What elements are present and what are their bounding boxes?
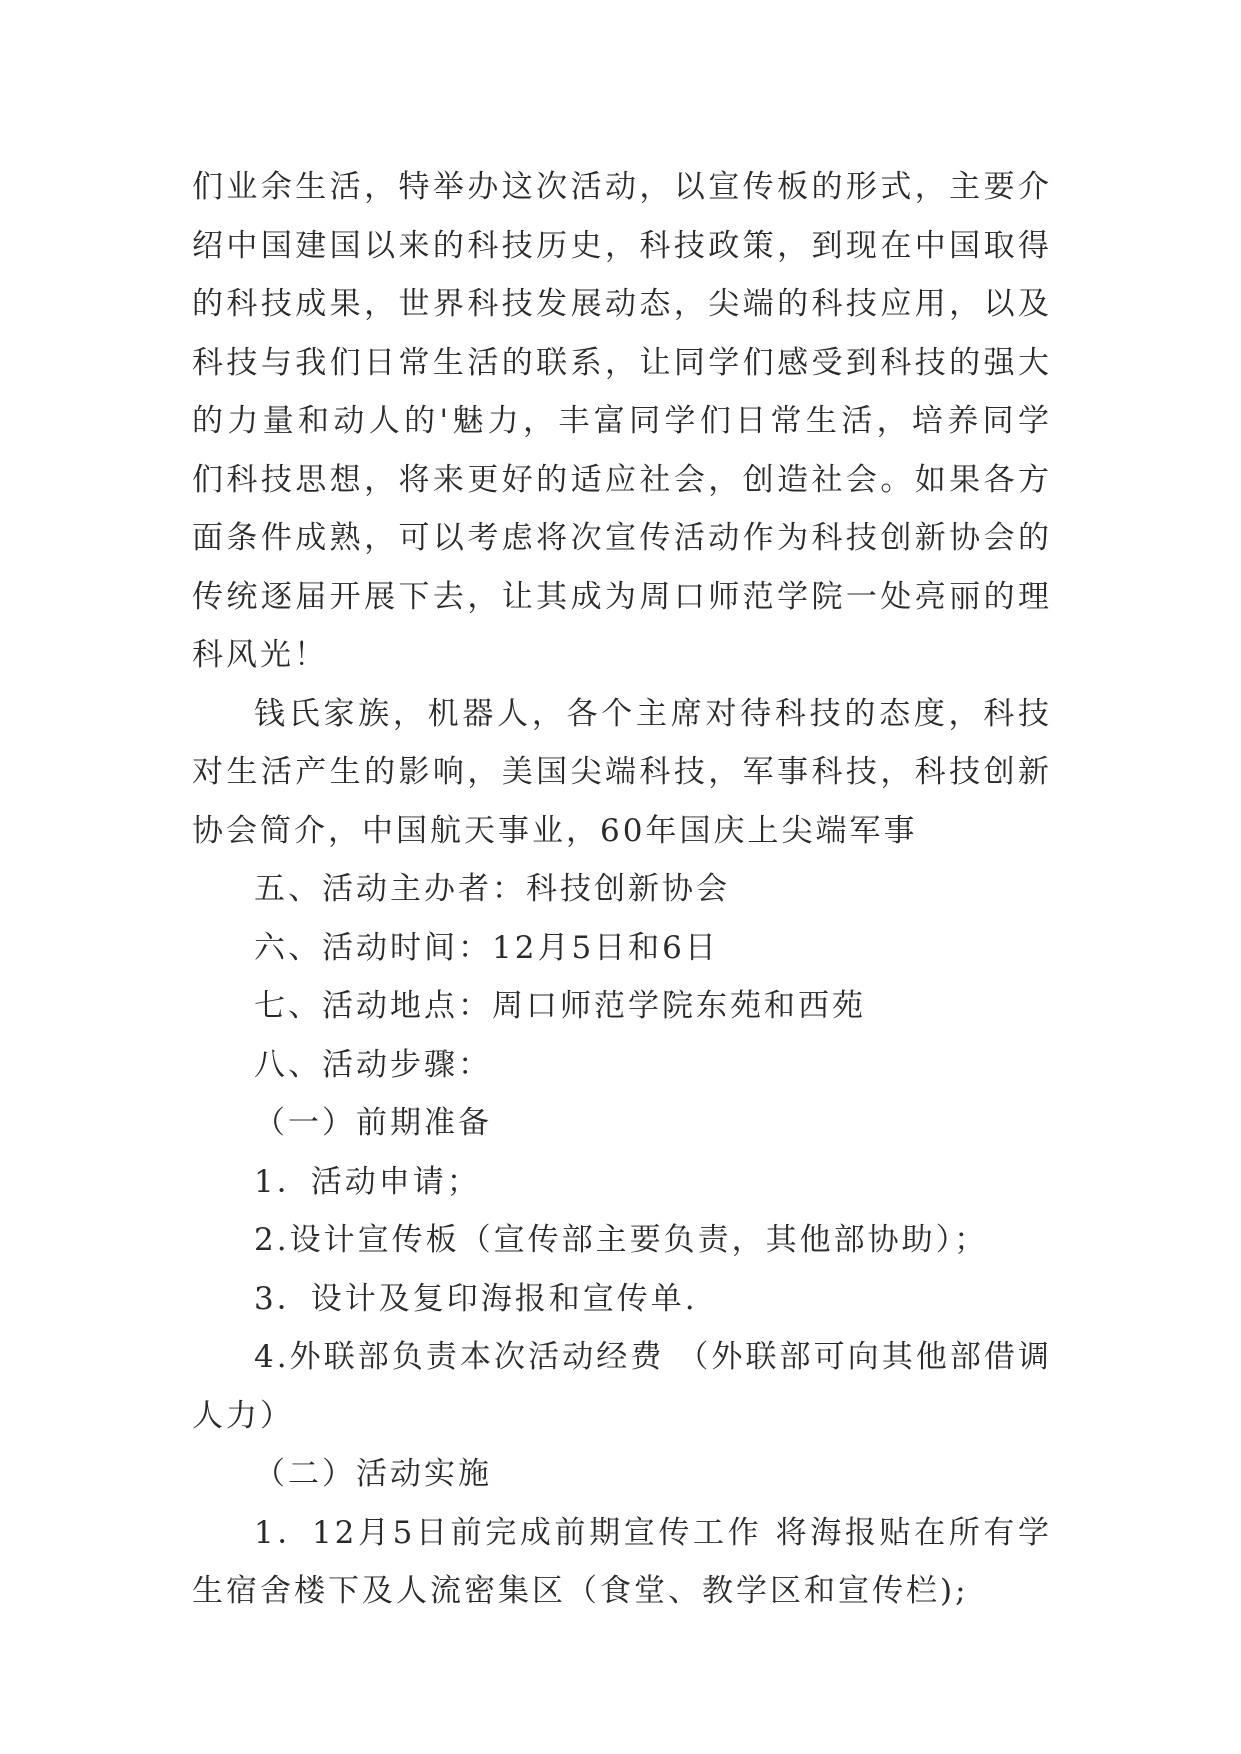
paragraph-step-4: 4.外联部负责本次活动经费 （外联部可向其他部借调人力）: [192, 1339, 1052, 1434]
paragraph-step-1: 1．活动申请；: [254, 1163, 481, 1200]
paragraph-implementation-heading: （二）活动实施: [254, 1456, 492, 1492]
paragraph-steps-heading: 八、活动步骤：: [254, 1046, 492, 1083]
paragraph-time: 六、活动时间：12月5日和6日: [254, 929, 719, 966]
paragraph-intro-continuation: 们业余生活，特举办这次活动，以宣传板的形式，主要介绍中国建国以来的科技历史，科技政策，到现在中国取得的科技成果，世界科技发展动态，尖端的科技应用，以及科技与我们日常生活的联系，让同学们感受到科技的强大的力量和动人的'魅力，丰富同学们日常生活，培养同学们科技思想，将来更好的适应社会，创造社会。如果各方面条件成熟，可以考虑将次宣传活动作为科技创新协会的传统逐届开展下去，让其成为周口师范学院一处亮丽的理科风光！: [192, 169, 1052, 673]
paragraph-topics: 钱氏家族，机器人，各个主席对待科技的态度，科技对生活产生的影响，美国尖端科技，军事科技，科技创新协会简介，中国航天事业，60年国庆上尖端军事: [192, 695, 1052, 849]
paragraph-preparation-heading: （一）前期准备: [254, 1105, 492, 1141]
paragraph-step-3: 3．设计及复印海报和宣传单.: [254, 1280, 698, 1317]
document-body: [192, 158, 1052, 1621]
paragraph-implementation-step-1: 1．12月5日前完成前期宣传工作 将海报贴在所有学生宿舍楼下及人流密集区（食堂、教学区和宣传栏);: [192, 1514, 1052, 1609]
paragraph-organizer: 五、活动主办者：科技创新协会: [254, 871, 730, 907]
paragraph-location: 七、活动地点：周口师范学院东苑和西苑: [254, 988, 866, 1024]
paragraph-step-2: 2.设计宣传板（宣传部主要负责，其他部协助）；: [254, 1222, 989, 1258]
